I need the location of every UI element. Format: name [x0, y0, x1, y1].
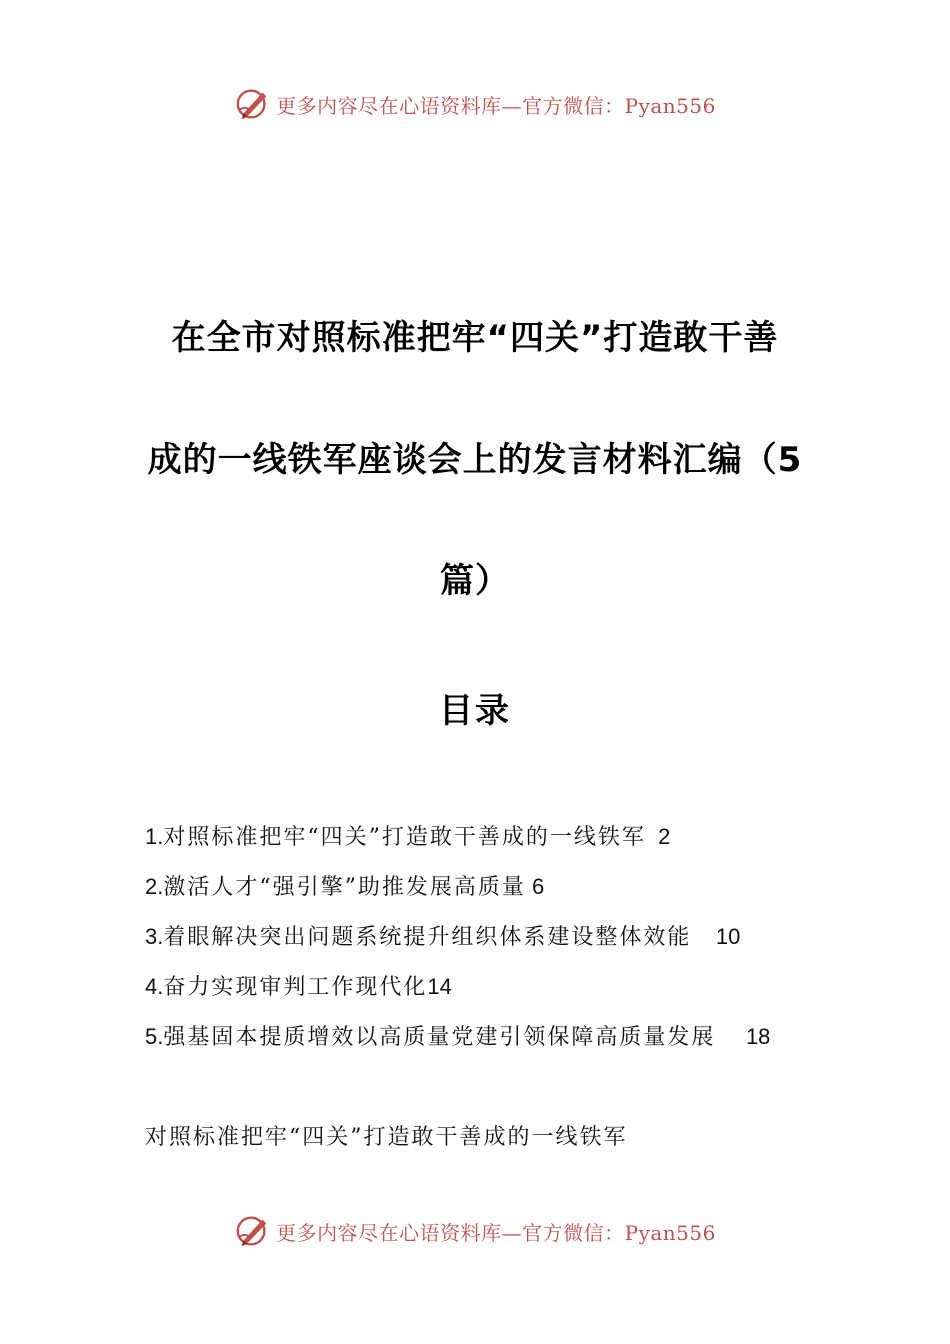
toc-heading: 目录 [439, 691, 511, 731]
toc-item-text: 激活人才“强引擎”助推发展高质量 [163, 875, 526, 900]
toc-item-number: 1. [145, 824, 164, 849]
watermark-banner-bottom [0, 1207, 950, 1255]
toc-item-page: 6 [531, 874, 545, 899]
watermark-text: 更多内容尽在心语资料库—官方微信：Pyan556 [276, 93, 716, 118]
toc-item-text: 着眼解决突出问题系统提升组织体系建设整体效能 [163, 925, 692, 950]
toc-item-2[interactable] [145, 868, 845, 918]
watermark-text: 更多内容尽在心语资料库—官方微信：Pyan556 [276, 1220, 716, 1245]
document-title-line-1: 在全市对照标准把牢“四关”打造敢干善 [171, 318, 779, 358]
watermark-banner-top [0, 80, 950, 128]
toc-item-gap [691, 924, 715, 949]
toc-item-page: 18 [745, 1024, 771, 1049]
toc-item-number: 5. [145, 1024, 164, 1049]
toc-item-number: 3. [145, 924, 164, 949]
toc-item-text: 强基固本提质增效以高质量党建引领保障高质量发展 [163, 1025, 716, 1050]
toc-item-gap [646, 824, 658, 849]
document-title-line-2: 成的一线铁军座谈会上的发言材料汇编（5 [147, 440, 803, 480]
pen-logo-icon [234, 85, 272, 123]
first-article-heading: 对照标准把牢“四关”打造敢干善成的一线铁军 [145, 1125, 628, 1150]
table-of-contents [145, 818, 845, 1068]
toc-item-text: 对照标准把牢“四关”打造敢干善成的一线铁军 [163, 825, 646, 850]
toc-item-gap [715, 1024, 746, 1049]
toc-item-page: 10 [715, 924, 741, 949]
toc-item-3[interactable] [145, 918, 845, 968]
toc-item-page: 14 [427, 974, 452, 999]
pen-logo-icon [234, 1212, 272, 1250]
document-title-line-3: 篇） [440, 561, 510, 601]
toc-item-number: 4. [145, 974, 164, 999]
toc-item-number: 2. [145, 874, 164, 899]
toc-item-4[interactable] [145, 968, 845, 1018]
toc-item-page: 2 [658, 824, 671, 849]
toc-item-text: 奋力实现审判工作现代化 [163, 975, 428, 1000]
toc-item-5[interactable] [145, 1018, 845, 1068]
toc-item-1[interactable] [145, 818, 845, 868]
